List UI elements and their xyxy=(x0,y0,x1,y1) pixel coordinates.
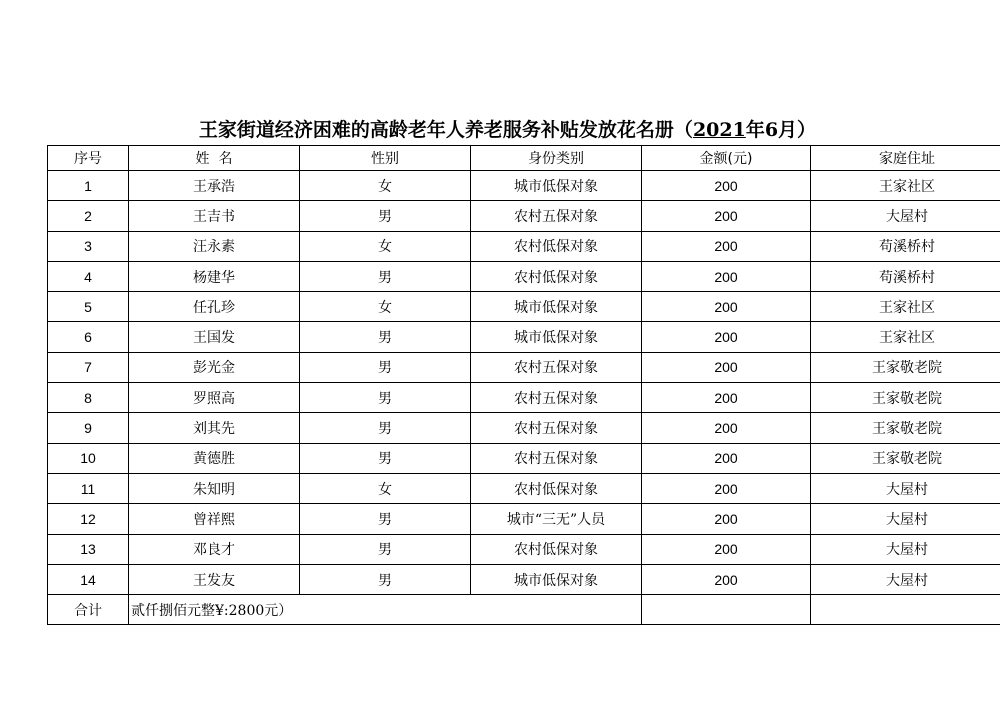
row-name: 罗照高 xyxy=(129,383,300,413)
table-row xyxy=(48,413,1000,443)
row-amount: 200 xyxy=(642,171,811,201)
row-gender: 女 xyxy=(300,231,471,261)
row-address: 王家社区 xyxy=(811,171,1000,201)
header-amount: 金额(元) xyxy=(642,146,811,171)
table-row xyxy=(48,383,1000,413)
row-gender: 男 xyxy=(300,261,471,291)
row-no: 3 xyxy=(48,231,129,261)
row-address: 大屋村 xyxy=(811,473,1000,503)
row-no: 8 xyxy=(48,383,129,413)
row-name: 王承浩 xyxy=(129,171,300,201)
row-amount: 200 xyxy=(642,473,811,503)
row-amount: 200 xyxy=(642,292,811,322)
row-name: 朱知明 xyxy=(129,473,300,503)
row-amount: 200 xyxy=(642,201,811,231)
title-prefix: 王家街道经济困难的高龄老年人养老服务补贴发放花名册（ xyxy=(198,119,693,141)
header-address: 家庭住址 xyxy=(811,146,1000,171)
row-name: 任孔珍 xyxy=(129,292,300,322)
row-amount: 200 xyxy=(642,413,811,443)
row-name: 汪永素 xyxy=(129,231,300,261)
total-row xyxy=(48,595,1000,625)
row-gender: 男 xyxy=(300,201,471,231)
table-row xyxy=(48,322,1000,352)
row-no: 2 xyxy=(48,201,129,231)
header-row xyxy=(48,146,1000,171)
row-amount: 200 xyxy=(642,443,811,473)
header-name: 姓 名 xyxy=(129,146,300,171)
table-row xyxy=(48,352,1000,382)
table-row xyxy=(48,564,1000,594)
row-gender: 男 xyxy=(300,534,471,564)
header-gender: 性别 xyxy=(300,146,471,171)
row-no: 10 xyxy=(48,443,129,473)
row-amount: 200 xyxy=(642,534,811,564)
page-title xyxy=(0,117,1000,143)
row-category: 农村低保对象 xyxy=(471,473,642,503)
row-category: 城市低保对象 xyxy=(471,564,642,594)
row-category: 农村低保对象 xyxy=(471,261,642,291)
row-address: 王家敬老院 xyxy=(811,413,1000,443)
row-no: 7 xyxy=(48,352,129,382)
row-no: 1 xyxy=(48,171,129,201)
row-no: 4 xyxy=(48,261,129,291)
row-amount: 200 xyxy=(642,322,811,352)
table-row xyxy=(48,231,1000,261)
row-address: 王家社区 xyxy=(811,322,1000,352)
row-gender: 男 xyxy=(300,352,471,382)
table-row xyxy=(48,261,1000,291)
row-gender: 男 xyxy=(300,443,471,473)
row-gender: 女 xyxy=(300,292,471,322)
total-address xyxy=(811,595,1000,625)
row-name: 王吉书 xyxy=(129,201,300,231)
row-category: 农村五保对象 xyxy=(471,201,642,231)
row-category: 农村低保对象 xyxy=(471,231,642,261)
row-no: 11 xyxy=(48,473,129,503)
row-no: 9 xyxy=(48,413,129,443)
row-amount: 200 xyxy=(642,564,811,594)
row-amount: 200 xyxy=(642,383,811,413)
row-no: 6 xyxy=(48,322,129,352)
title-year: 2021 xyxy=(692,119,746,141)
header-category: 身份类别 xyxy=(471,146,642,171)
row-gender: 男 xyxy=(300,564,471,594)
total-label: 合计 xyxy=(48,595,129,625)
row-address: 大屋村 xyxy=(811,201,1000,231)
subsidy-roster-table xyxy=(47,145,1000,625)
table-row xyxy=(48,292,1000,322)
title-suffix: 年6月） xyxy=(745,119,817,141)
row-no: 13 xyxy=(48,534,129,564)
row-no: 12 xyxy=(48,504,129,534)
row-gender: 男 xyxy=(300,413,471,443)
row-address: 苟溪桥村 xyxy=(811,231,1000,261)
row-no: 5 xyxy=(48,292,129,322)
row-category: 城市低保对象 xyxy=(471,322,642,352)
row-category: 农村五保对象 xyxy=(471,352,642,382)
row-name: 王国发 xyxy=(129,322,300,352)
row-amount: 200 xyxy=(642,261,811,291)
row-category: 城市“三无”人员 xyxy=(471,504,642,534)
table-row xyxy=(48,201,1000,231)
row-gender: 女 xyxy=(300,473,471,503)
roster-body xyxy=(48,171,1000,595)
row-gender: 女 xyxy=(300,171,471,201)
total-amount xyxy=(642,595,811,625)
row-name: 邓良才 xyxy=(129,534,300,564)
row-address: 王家敬老院 xyxy=(811,383,1000,413)
row-category: 农村低保对象 xyxy=(471,534,642,564)
row-gender: 男 xyxy=(300,504,471,534)
row-name: 黄德胜 xyxy=(129,443,300,473)
row-amount: 200 xyxy=(642,352,811,382)
row-category: 农村五保对象 xyxy=(471,383,642,413)
row-name: 王发友 xyxy=(129,564,300,594)
row-name: 曾祥熙 xyxy=(129,504,300,534)
row-address: 王家敬老院 xyxy=(811,352,1000,382)
row-gender: 男 xyxy=(300,322,471,352)
table-row xyxy=(48,171,1000,201)
row-amount: 200 xyxy=(642,231,811,261)
row-address: 大屋村 xyxy=(811,504,1000,534)
header-no: 序号 xyxy=(48,146,129,171)
row-category: 农村五保对象 xyxy=(471,443,642,473)
row-address: 苟溪桥村 xyxy=(811,261,1000,291)
row-address: 大屋村 xyxy=(811,534,1000,564)
row-address: 大屋村 xyxy=(811,564,1000,594)
row-gender: 男 xyxy=(300,383,471,413)
row-name: 刘其先 xyxy=(129,413,300,443)
row-category: 城市低保对象 xyxy=(471,292,642,322)
row-category: 农村五保对象 xyxy=(471,413,642,443)
table-row xyxy=(48,504,1000,534)
total-text: 贰仟捌佰元整¥:2800元） xyxy=(129,595,642,625)
row-name: 彭光金 xyxy=(129,352,300,382)
row-address: 王家敬老院 xyxy=(811,443,1000,473)
table-row xyxy=(48,534,1000,564)
table-row xyxy=(48,473,1000,503)
row-name: 杨建华 xyxy=(129,261,300,291)
row-no: 14 xyxy=(48,564,129,594)
row-category: 城市低保对象 xyxy=(471,171,642,201)
row-amount: 200 xyxy=(642,504,811,534)
table-row xyxy=(48,443,1000,473)
row-address: 王家社区 xyxy=(811,292,1000,322)
